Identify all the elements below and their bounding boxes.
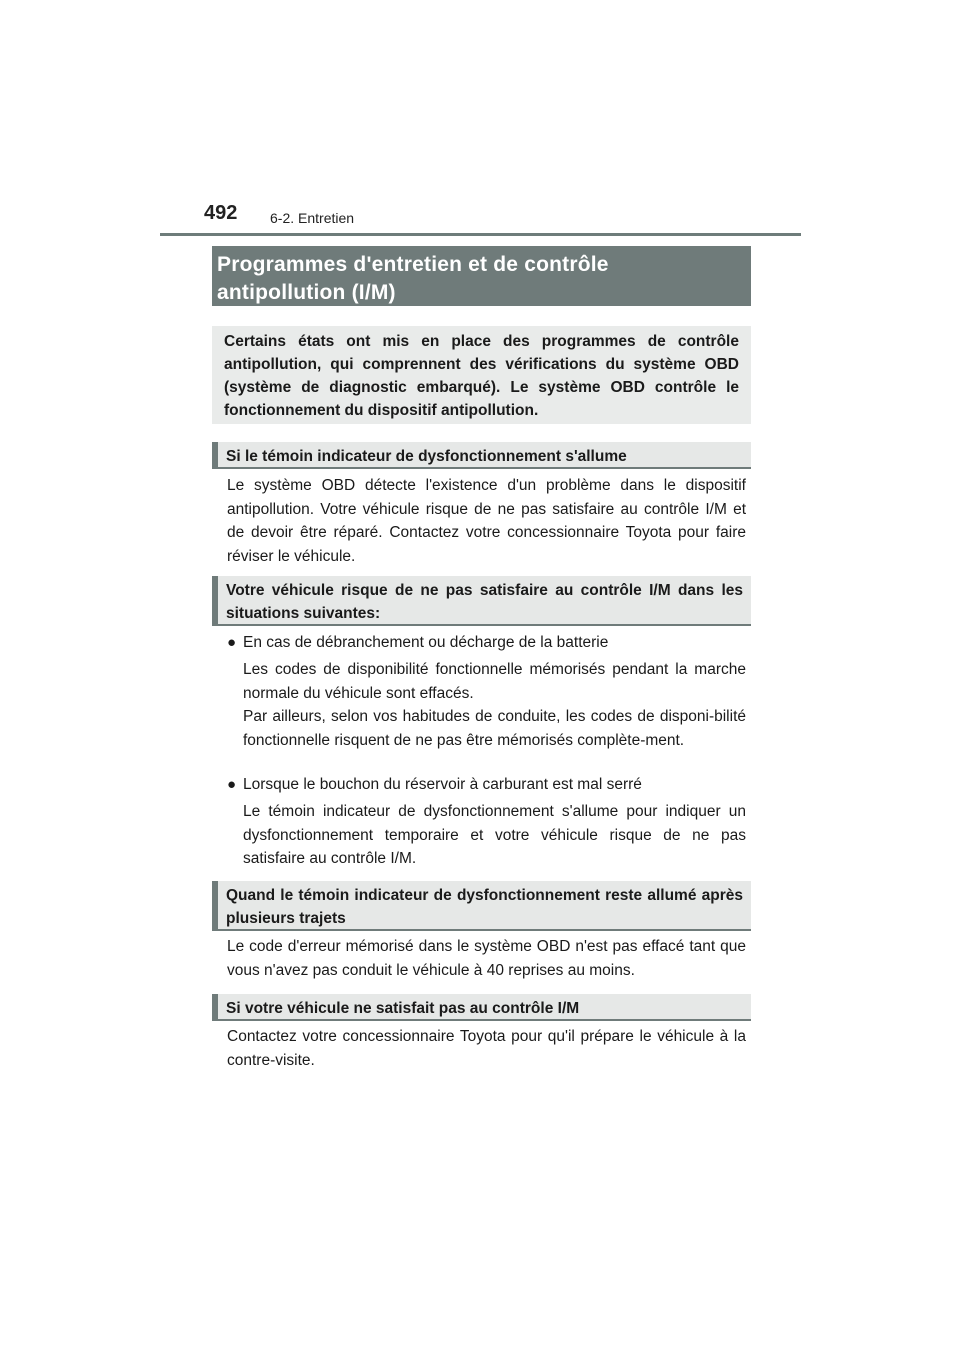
header-divider [160,233,801,236]
intro-box: Certains états ont mis en place des programmes de contrôle antipollution, qui comprennent des vérifications du système OBD (système de diagnostic embarqué). Le système OBD contrôle le fonctionnement du dispositif antipollution. [212,326,751,424]
subheading-im-fail: Si votre véhicule ne satisfait pas au contrôle I/M [212,994,751,1021]
bullet-fuel-cap-paragraph-1: Le témoin indicateur de dysfonctionnement s'allume pour indiquer un dysfonctionnement temporaire et votre véhicule risque de ne pas satisfaire au contrôle I/M. [243,803,746,867]
subheading-mil-stays-on: Quand le témoin indicateur de dysfonctionnement reste allumé après plusieurs trajets [212,881,751,931]
bullet-battery-paragraph-1: Les codes de disponibilité fonctionnelle mémorisés pendant la marche normale du véhicule sont effacés. [243,661,746,702]
bullet-battery-body [243,658,746,752]
bullet-fuel-cap-body [243,800,746,871]
bullet-battery-paragraph-2: Par ailleurs, selon vos habitudes de conduite, les codes de disponi-bilité fonctionnelle risquent de ne pas être mémorisés complète-ment. [243,708,746,749]
subheading-mil-on: Si le témoin indicateur de dysfonctionnement s'allume [212,442,751,469]
body-im-fail: Contactez votre concessionnaire Toyota pour qu'il prépare le véhicule à la contre-visite. [227,1028,746,1069]
subheading-im-risk: Votre véhicule risque de ne pas satisfaire au contrôle I/M dans les situations suivantes: [212,576,751,626]
bullet-battery-title: En cas de débranchement ou décharge de la batterie [243,634,609,651]
page-title [212,246,751,306]
page-number: 492 [204,202,238,224]
bullet-icon: ● [227,634,237,651]
bullet-fuel-cap-title: Lorsque le bouchon du réservoir à carburant est mal serré [243,776,642,793]
bullet-icon: ● [227,776,237,793]
page-title-line-2: antipollution (I/M) [217,281,396,304]
page-title-line-1: Programmes d'entretien et de contrôle [217,253,609,276]
body-mil-stays-on: Le code d'erreur mémorisé dans le système OBD n'est pas effacé tant que vous n'avez pas conduit le véhicule à 40 reprises au moins. [227,938,746,979]
section-label: 6-2. Entretien [270,210,355,226]
body-mil-on: Le système OBD détecte l'existence d'un problème dans le dispositif antipollution. Votre véhicule risque de ne pas satisfaire au contrôle I/M et de devoir être réparé. Contactez votre concessionnaire Toyota pour faire réviser le véhicule. [227,477,746,565]
